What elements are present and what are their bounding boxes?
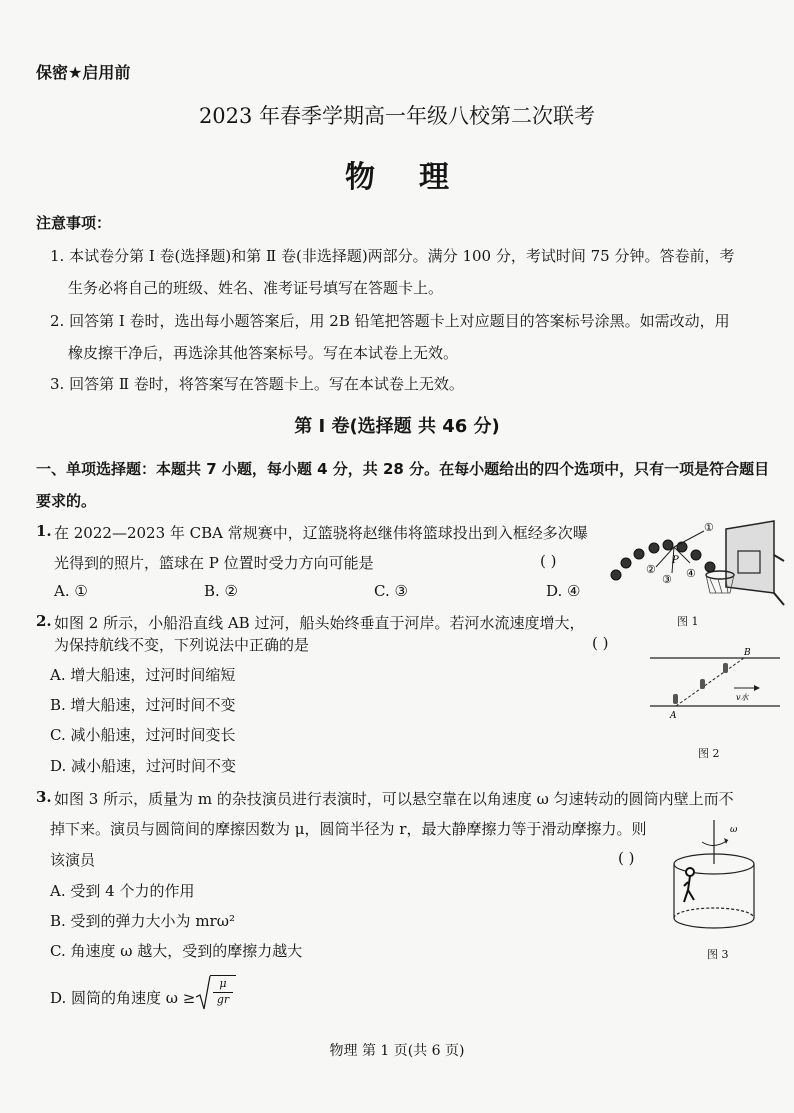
label-1: ① <box>704 521 714 534</box>
q1-answer-bracket: ( ) <box>540 552 557 570</box>
label-2: ② <box>646 563 656 576</box>
sqrt-sign <box>196 975 210 1011</box>
backboard <box>726 521 784 605</box>
label-b: B <box>744 648 751 658</box>
notice-item-2-line-1: 2. 回答第 Ⅰ 卷时，选出每小题答案后，用 2B 铅笔把答题卡上对应题目的答案标号涂黑。如需改动，用 <box>50 312 730 330</box>
confidential-label: 保密★启用前 <box>36 63 131 82</box>
figure-1-caption: 图 1 <box>677 615 699 628</box>
q3-option-a: A. 受到 4 个力的作用 <box>50 882 195 900</box>
path-ab <box>676 658 744 706</box>
fraction-numerator: μ <box>219 977 227 990</box>
q1-number: 1. <box>36 522 52 540</box>
boats <box>673 663 728 704</box>
label-p: P <box>672 555 679 566</box>
q2-option-c: C. 减小船速，过河时间变长 <box>50 726 236 744</box>
cylinder <box>674 854 754 928</box>
q3-line-3: 该演员 <box>50 851 96 869</box>
notice-item-1-line-2: 生务必将自己的班级、姓名、准考证号填写在答题卡上。 <box>68 279 444 297</box>
page-footer: 物理 第 1 页(共 6 页) <box>329 1043 465 1059</box>
sqrt-overline <box>210 975 236 1010</box>
section-title: 第 Ⅰ 卷(选择题 共 46 分) <box>294 416 500 437</box>
q2-answer-bracket: ( ) <box>592 634 609 652</box>
exam-title: 2023 年春季学期高一年级八校第二次联考 <box>198 104 596 128</box>
label-a: A <box>670 711 677 721</box>
q3-line-1: 如图 3 所示，质量为 m 的杂技演员进行表演时，可以悬空靠在以角速度 ω 匀速转动的圆筒内壁上而不 <box>54 790 734 808</box>
fraction-denominator: gr <box>216 993 230 1006</box>
q1-option-a: A. ① <box>54 582 88 600</box>
figure-3-caption: 图 3 <box>707 948 729 961</box>
q3-number: 3. <box>36 788 52 806</box>
q3-answer-bracket: ( ) <box>618 849 635 867</box>
q2-number: 2. <box>36 612 52 630</box>
q3-option-b: B. 受到的弹力大小为 mrω² <box>50 912 235 930</box>
q1-line-1: 在 2022—2023 年 CBA 常规赛中，辽篮骁将赵继伟将篮球投出到入框经多次曝 <box>54 524 588 542</box>
part-heading-line-1: 一、单项选择题：本题共 7 小题，每小题 4 分，共 28 分。在每小题给出的四个选项中，只有一项是符合题目 <box>36 460 770 478</box>
q2-line-2: 为保持航线不变，下列说法中正确的是 <box>54 636 310 654</box>
label-4: ④ <box>686 567 696 580</box>
subject-title: 物理 <box>345 160 493 195</box>
notice-heading: 注意事项： <box>36 214 112 232</box>
q1-line-2: 光得到的照片，篮球在 P 位置时受力方向可能是 <box>54 554 374 572</box>
notice-item-2-line-2: 橡皮擦干净后，再选涂其他答案标号。写在本试卷上无效。 <box>68 344 459 362</box>
q1-option-d: D. ④ <box>546 582 581 600</box>
q3-option-d: D. 圆筒的角速度 ω ≥ <box>50 989 196 1007</box>
q2-line-1: 如图 2 所示，小船沿直线 AB 过河，船头始终垂直于河岸。若河水流速度增大， <box>54 614 585 632</box>
figure-2-river <box>650 648 780 728</box>
figure-3-cylinder <box>672 820 772 940</box>
notice-item-3: 3. 回答第 Ⅱ 卷时，将答案写在答题卡上。写在本试卷上无效。 <box>50 375 464 393</box>
rotation-arrow <box>702 840 728 846</box>
figure-1-basketball <box>606 515 784 625</box>
q3-line-2: 掉下来。演员与圆筒间的摩擦因数为 μ，圆筒半径为 r，最大静摩擦力等于滑动摩擦力。则 <box>50 820 647 838</box>
q2-option-b: B. 增大船速，过河时间不变 <box>50 696 236 714</box>
part-heading-line-2: 要求的。 <box>36 492 97 510</box>
performer-figure <box>684 868 694 902</box>
q2-option-a: A. 增大船速，过河时间缩短 <box>50 666 236 684</box>
label-omega: ω <box>730 825 738 835</box>
label-3: ③ <box>662 573 672 586</box>
label-v: v水 <box>736 693 749 702</box>
q1-option-b: B. ② <box>204 582 239 600</box>
q2-option-d: D. 减小船速，过河时间不变 <box>50 757 237 775</box>
figure-2-caption: 图 2 <box>698 747 720 760</box>
q1-option-c: C. ③ <box>374 582 408 600</box>
notice-item-1-line-1: 1. 本试卷分第 Ⅰ 卷(选择题)和第 Ⅱ 卷(非选择题)两部分。满分 100 分，考试时间 75 分钟。答卷前，考 <box>50 247 735 265</box>
q3-option-c: C. 角速度 ω 越大，受到的摩擦力越大 <box>50 942 303 960</box>
